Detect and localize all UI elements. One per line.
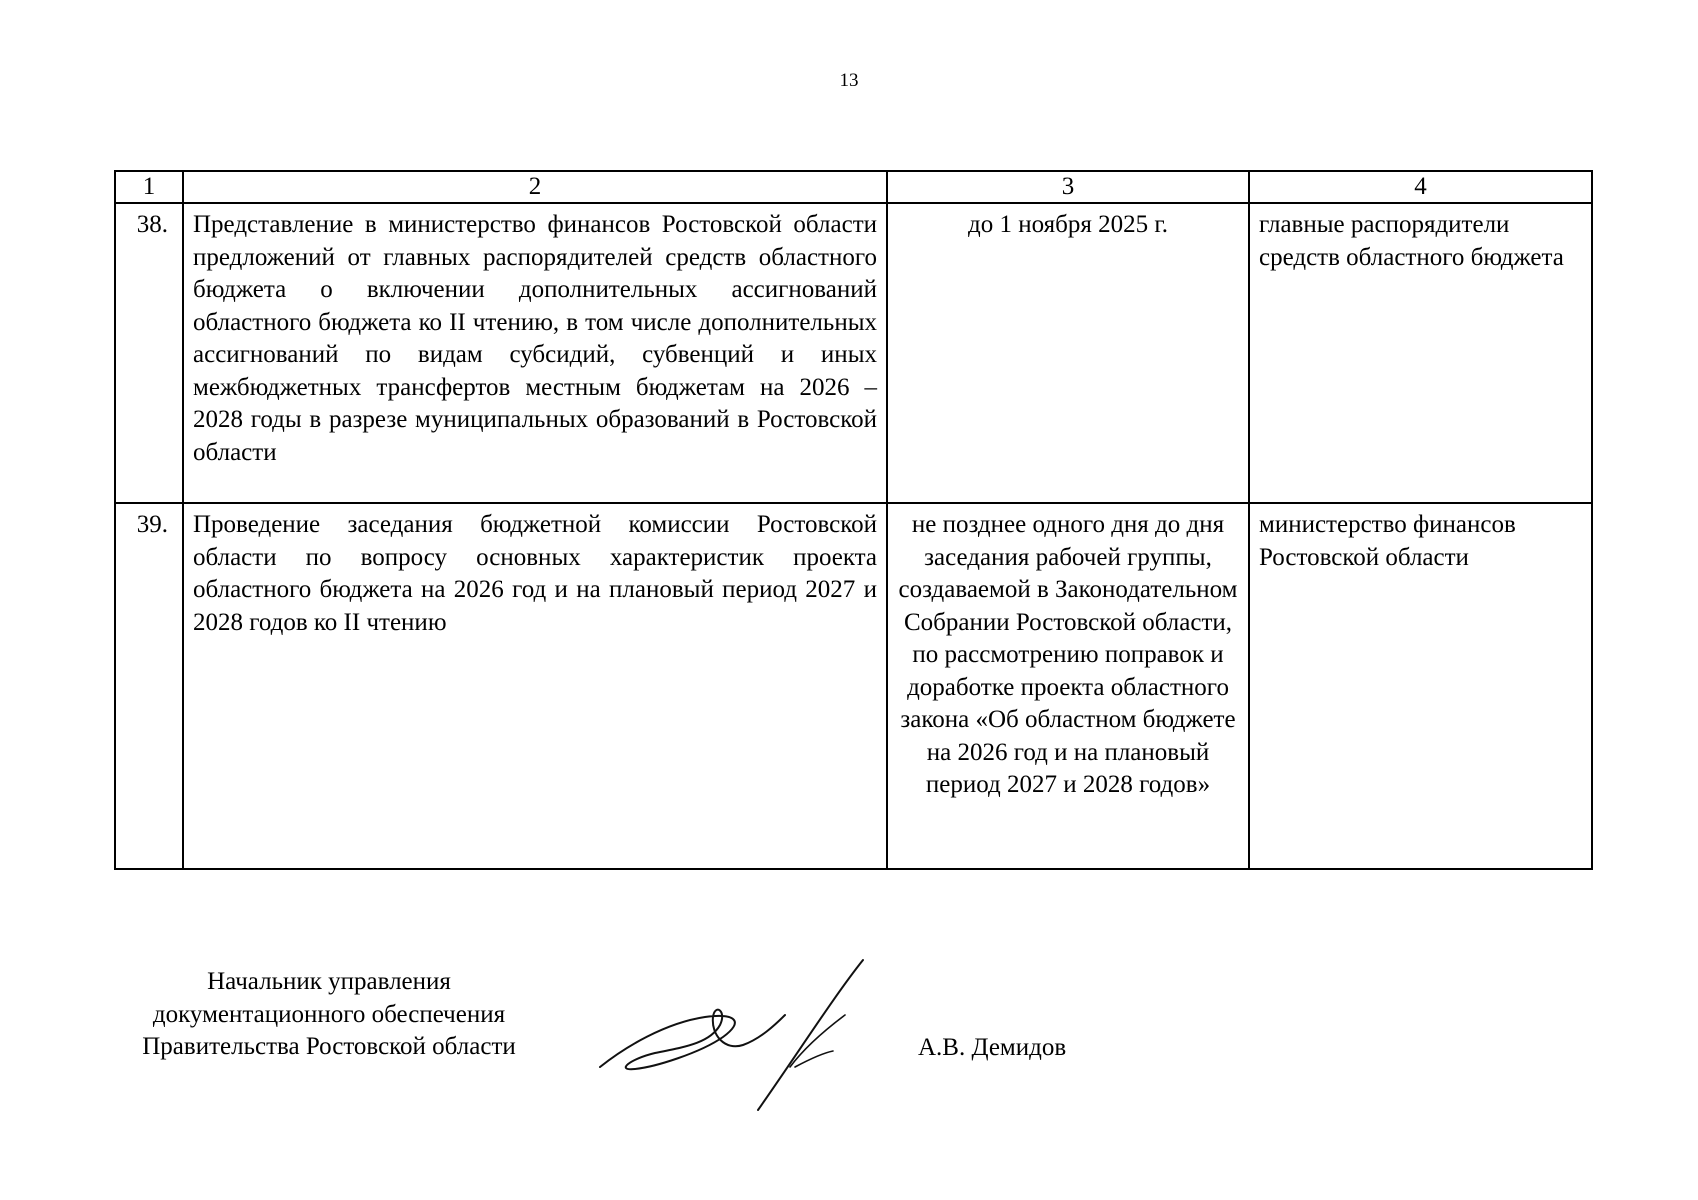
- row-number: 39.: [115, 503, 183, 869]
- column-header-2: 2: [183, 171, 887, 203]
- signer-position-line: документационного обеспечения: [152, 1000, 506, 1028]
- signer-name: А.В. Демидов: [918, 1034, 1067, 1061]
- table-row: [115, 203, 1592, 503]
- row-description: Проведение заседания бюджетной комиссии Ростовской области по вопросу основных характеристик проекта областного бюджета на 2026 год и на плановый период 2027 и 2028 годов ко II чтению: [183, 503, 887, 869]
- column-header-3: 3: [887, 171, 1249, 203]
- signer-position-line: Правительства Ростовской области: [142, 1033, 516, 1060]
- row-deadline: не позднее одного дня до дня заседания рабочей группы, создаваемой в Законодательном Собрании Ростовской области, по рассмотрению поправок и доработке проекта областного закона «Об областном бюджете на 2026 год и на плановый период 2027 и 2028 годов»: [887, 503, 1249, 869]
- handwritten-signature: [595, 955, 865, 1115]
- row-number: 38.: [115, 203, 183, 503]
- page-number: 13: [839, 70, 859, 91]
- row-responsible: главные распорядители средств областного бюджета: [1249, 203, 1592, 503]
- row-description: Представление в министерство финансов Ростовской области предложений от главных распорядителей средств областного бюджета о включении дополнительных ассигнований областного бюджета ко II чтению, в том числе дополнительных ассигнований по видам субсидий, субвенций и иных межбюджетных трансфертов местным бюджетам на 2026 – 2028 годы в разрезе муниципальных образований в Ростовской области: [183, 203, 887, 503]
- plan-table: [114, 170, 1593, 870]
- row-deadline: до 1 ноября 2025 г.: [887, 203, 1249, 503]
- table-header-row: [115, 171, 1592, 203]
- signer-position-line: Начальник управления: [207, 968, 451, 995]
- signer-position: [114, 966, 544, 1064]
- column-header-1: 1: [115, 171, 183, 203]
- row-responsible: министерство финансов Ростовской области: [1249, 503, 1592, 869]
- table-row: [115, 503, 1592, 869]
- column-header-4: 4: [1249, 171, 1592, 203]
